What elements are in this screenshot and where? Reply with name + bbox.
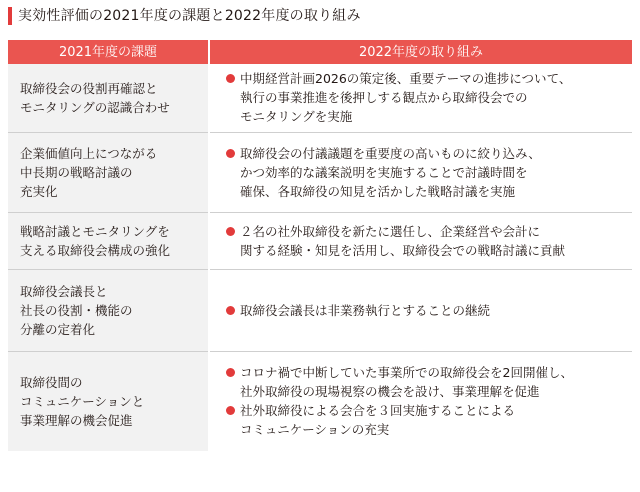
- action-item: [226, 222, 626, 260]
- action-item: [226, 301, 626, 320]
- bullet-dot-icon: [226, 406, 235, 415]
- issue-cell: 戦略討議とモニタリングを 支える取締役会構成の強化: [20, 223, 171, 258]
- issue-cell: 取締役間の コミュニケーションと 事業理解の機会促進: [20, 374, 145, 428]
- table-row: [8, 351, 632, 451]
- action-text: 社外取締役による会合を３回実施することによる コミュニケーションの充実: [240, 403, 516, 438]
- section-title: [8, 6, 361, 26]
- header-2022-actions: 2022年度の取り組み: [209, 40, 632, 64]
- issue-cell: 取締役会の役割再確認と モニタリングの認識合わせ: [20, 80, 170, 115]
- issue-cell: 企業価値向上につながる 中長期の戦略討議の 充実化: [20, 145, 158, 199]
- action-text: コロナ禍で中断していた事業所での取締役会を2回開催し、 社外取締役の現場視察の機会を設け、事業理解を促進: [240, 365, 573, 400]
- action-text: ２名の社外取締役を新たに選任し、企業経営や会計に 関する経験・知見を活用し、取締役会での戦略討議に貢献: [240, 223, 566, 258]
- title-accent-bar: [8, 7, 12, 25]
- page-title: 実効性評価の2021年度の課題と2022年度の取り組み: [18, 8, 361, 24]
- table-header-row: [8, 40, 632, 64]
- action-item: [226, 363, 626, 401]
- action-item: [226, 401, 626, 439]
- action-item: [226, 69, 626, 126]
- bullet-dot-icon: [226, 227, 235, 236]
- evaluation-table: [8, 40, 632, 451]
- table-row: [8, 64, 632, 132]
- action-text: 取締役会議長は非業務執行とすることの継続: [240, 302, 491, 318]
- table-row: [8, 269, 632, 351]
- table-row: [8, 132, 632, 212]
- bullet-dot-icon: [226, 74, 235, 83]
- table-row: [8, 212, 632, 269]
- action-text: 中期経営計画2026の策定後、重要テーマの進捗について、 執行の事業推進を後押しする観点から取締役会での モニタリングを実施: [240, 71, 572, 125]
- header-2021-issues: 2021年度の課題: [8, 40, 209, 64]
- action-item: [226, 144, 626, 201]
- bullet-dot-icon: [226, 149, 235, 158]
- bullet-dot-icon: [226, 368, 235, 377]
- bullet-dot-icon: [226, 306, 235, 315]
- action-text: 取締役会の付議議題を重要度の高いものに絞り込み、 かつ効率的な議案説明を実施することで討議時間を 確保、各取締役の知見を活かした戦略討議を実施: [240, 145, 541, 199]
- issue-cell: 取締役会議長と 社長の役割・機能の 分離の定着化: [20, 283, 133, 337]
